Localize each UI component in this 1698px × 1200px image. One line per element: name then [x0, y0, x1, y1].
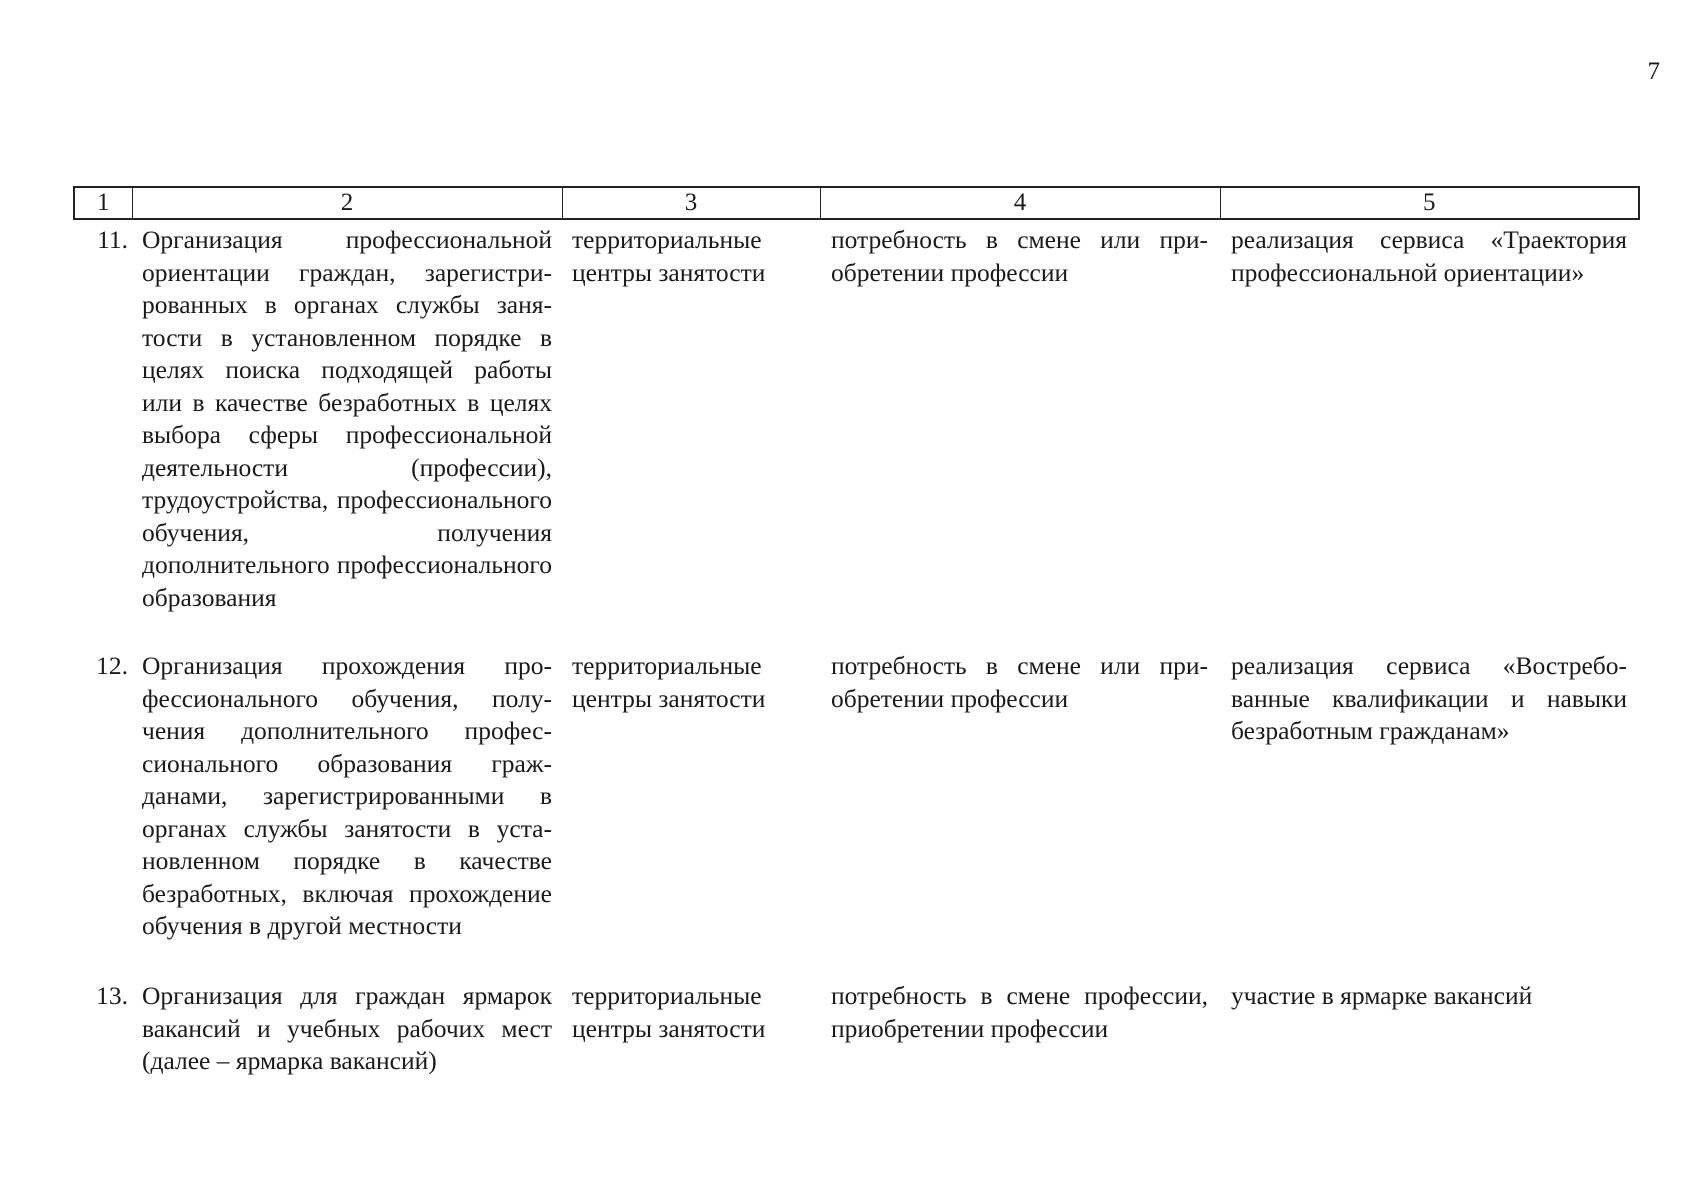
row-number: 11.: [97, 225, 128, 254]
service-format-cell: участие в ярмарке вакансий: [1231, 981, 1533, 1010]
row-number: 13.: [96, 981, 128, 1010]
service-format-cell: реализация сервиса «Траектория профессиональной ориентации»: [1231, 225, 1627, 287]
service-name-cell: Организация для граждан ярмарок вакансий и учебных рабочих мест (далее – ярмарка вакансий): [142, 981, 552, 1075]
table-row: [74, 976, 1639, 1100]
table-row: [74, 219, 1639, 646]
services-table: [73, 186, 1640, 1100]
service-name-cell: Организация профессиональной ориентации граждан, зарегистрированных в органах службы занятости в установленном порядке в целях поиска подходящей работы или в качестве безработных в целях выбора сферы профессиональной деятельности (профессии), трудоустройства, профессионального обучения, получения дополнительного профессионального образования: [142, 225, 552, 612]
provider-cell: территориальные центры занятости: [572, 225, 766, 287]
page-number: 7: [1647, 58, 1660, 85]
column-header-5: 5: [1220, 187, 1639, 219]
provider-cell: территориальные центры занятости: [572, 651, 766, 713]
provider-cell: территориальные центры занятости: [572, 981, 766, 1043]
column-header-3: 3: [562, 187, 820, 219]
row-number: 12.: [96, 651, 128, 680]
life-situation-cell: потребность в смене или приобретении профессии: [831, 651, 1208, 713]
column-header-4: 4: [820, 187, 1220, 219]
life-situation-cell: потребность в смене профессии, приобретении профессии: [831, 981, 1208, 1043]
table-header-row: [74, 187, 1639, 219]
table-row: [74, 646, 1639, 976]
life-situation-cell: потребность в смене или приобретении профессии: [831, 225, 1208, 287]
column-header-2: 2: [132, 187, 562, 219]
service-format-cell: реализация сервиса «Востребованные квалификации и навыки безработным гражданам»: [1231, 651, 1627, 745]
service-name-cell: Организация прохождения профессионального обучения, получения дополнительного профессионального образования гражданами, зарегистрированными в органах службы занятости в установленном порядке в качестве безработных, включая прохождение обучения в другой местности: [142, 651, 552, 940]
column-header-1: 1: [74, 187, 132, 219]
